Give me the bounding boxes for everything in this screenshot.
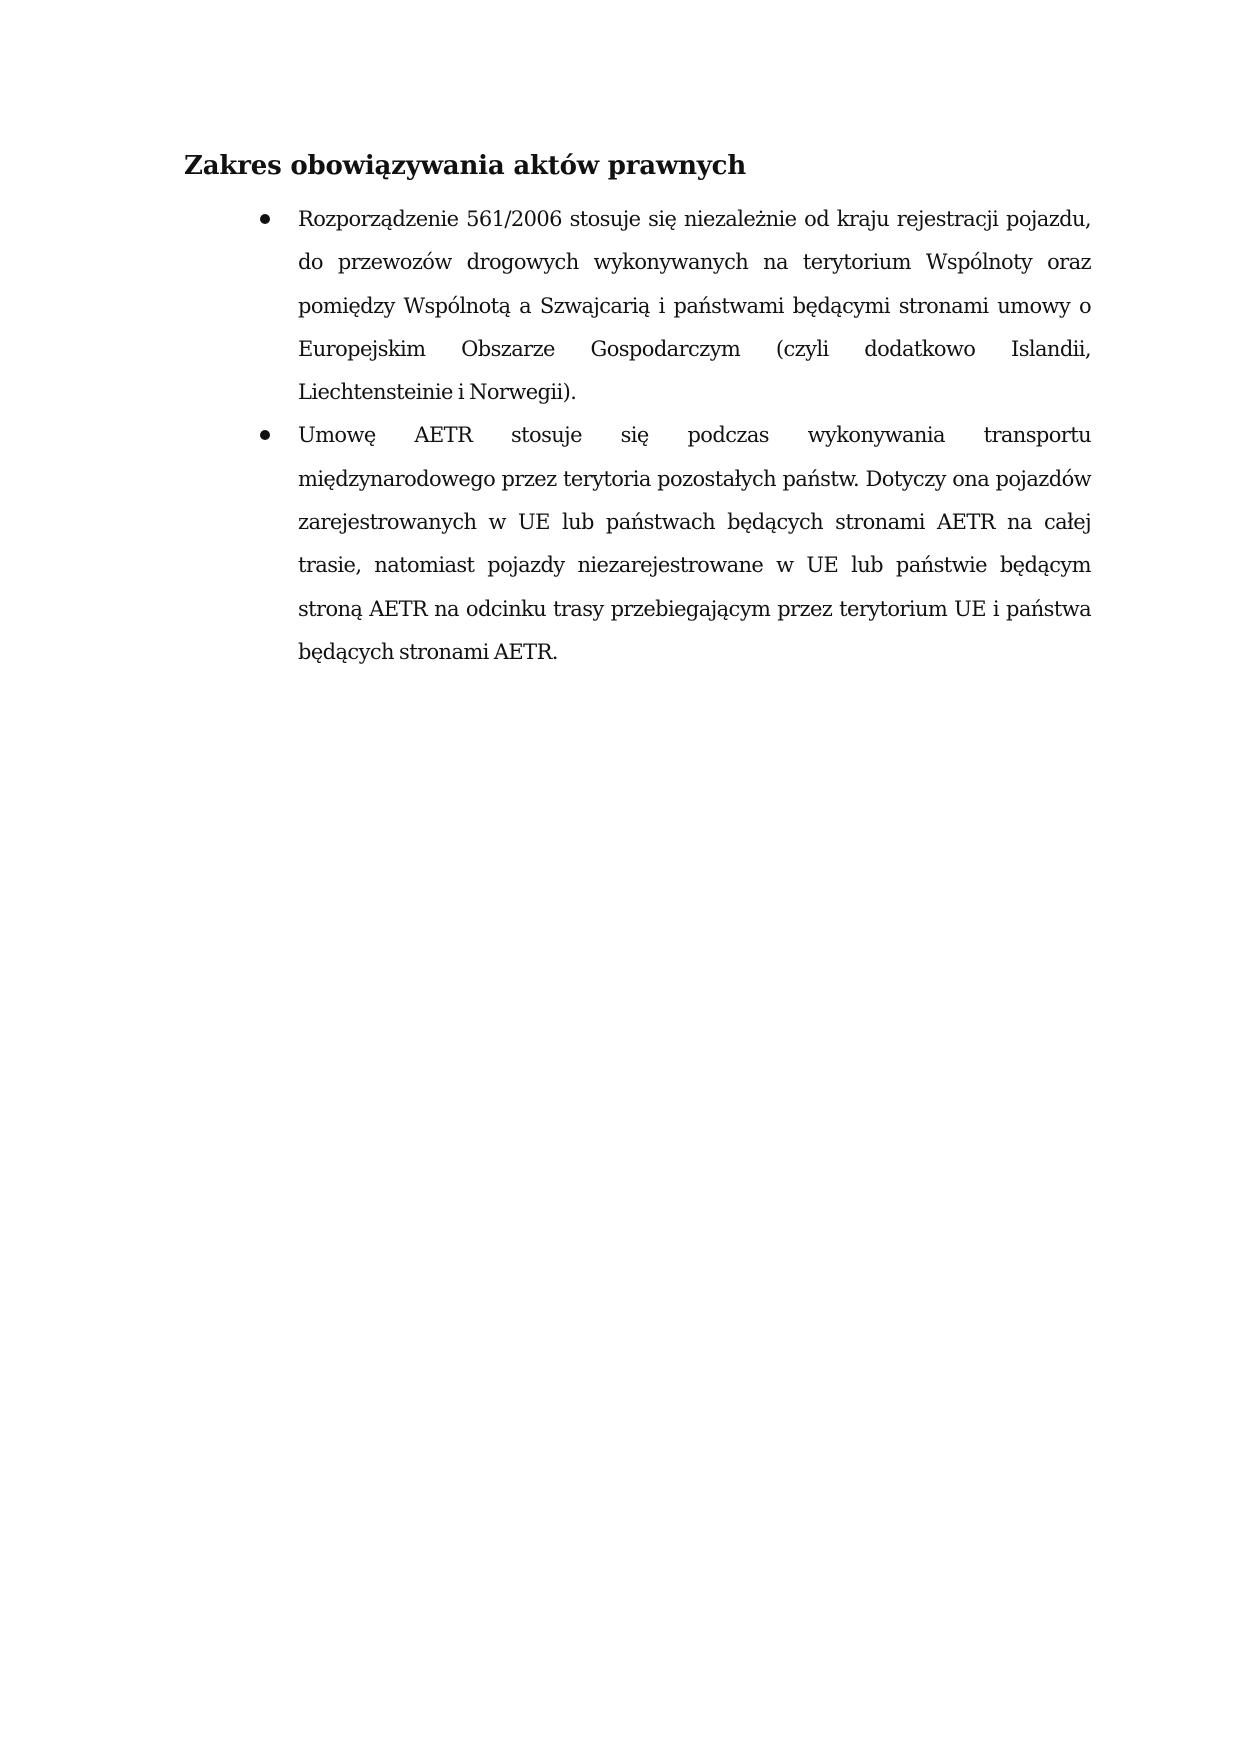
bullet-list — [0, 198, 1240, 674]
bullet-icon — [260, 430, 270, 440]
bullet-icon — [260, 214, 270, 224]
list-item-text: Rozporządzenie 561/2006 stosuje się niezależnie od kraju rejestracji pojazdu, do przewozów drogowych wykonywanych na terytorium Wspólnoty oraz pomiędzy Wspólnotą a Szwajcarią i państwami będącymi stronami umowy o Europejskim Obszarze Gospodarczym (czyli dodatkowo Islandii, Liechtensteinie i Norwegii). — [298, 207, 1091, 405]
list-item — [0, 414, 1240, 674]
list-item-text: Umowę AETR stosuje się podczas wykonywania transportu międzynarodowego przez terytoria pozostałych państw. Dotyczy ona pojazdów zarejestrowanych w UE lub państwach będących stronami AETR na całej trasie, natomiast pojazdy niezarejestrowane w UE lub państwie będącym stroną AETR na odcinku trasy przebiegającym przez terytorium UE i państwa będących stronami AETR. — [298, 423, 1091, 664]
section-heading: Zakres obowiązywania aktów prawnych — [184, 151, 747, 181]
list-item — [0, 198, 1240, 414]
